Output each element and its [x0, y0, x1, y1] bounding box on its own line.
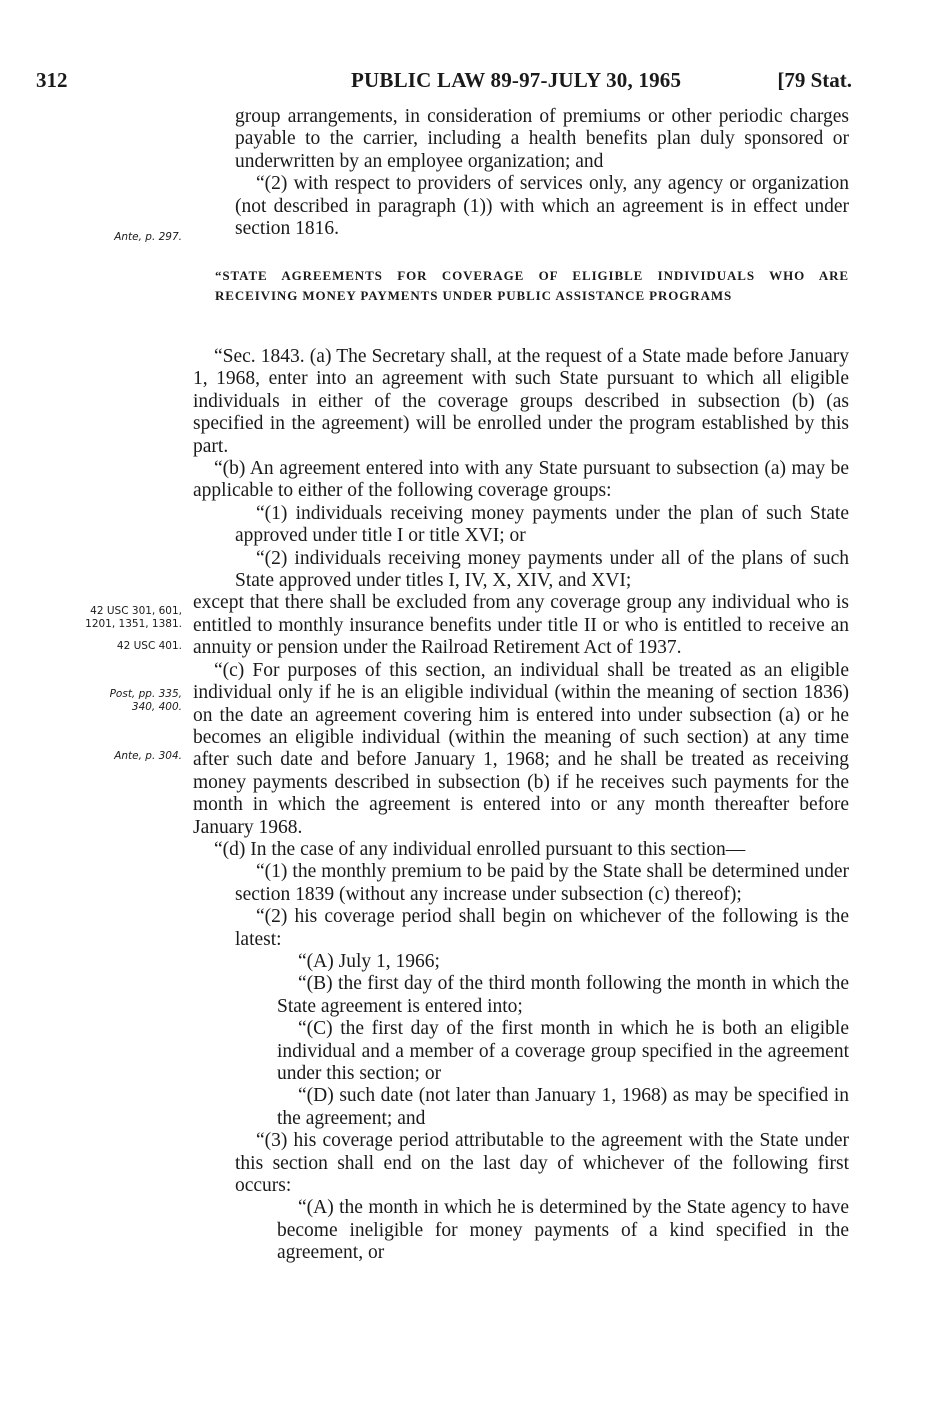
subsection-d-3: “(3) his coverage period attributable to the agreement with the State under this section shall end on the last day of whichever of the following first occurs:	[235, 1130, 849, 1197]
subsection-c: “(c) For purposes of this section, an individual shall be treated as an eligible individual only if he is an eligible individual (within the meaning of section 1836) on the date an agreement covering him is entered into under subsection (a) or he becomes an eligible individual (within the meaning of such section) at any time after such date and before January 1, 1968; and he shall be treated as receiving money payments described in subsection (b) if he receives such payments for the month in which the agreement is entered into or any month thereafter before January 1968.	[193, 659, 849, 838]
subsection-d-2: “(2) his coverage period shall begin on whichever of the following is the latest:	[235, 906, 849, 950]
margin-note-ante-297: Ante, p. 297.	[114, 231, 182, 243]
page-number: 312	[36, 68, 68, 92]
paragraph-2: “(2) with respect to providers of services only, any agency or organization (not described in paragraph (1)) with which an agreement is in effect under section 1816.	[235, 173, 849, 240]
continuation-block	[193, 106, 849, 240]
subsection-d-3-A: “(A) the month in which he is determined by the State agency to have become ineligible for money payments of a kind specified in the agreement, or	[277, 1197, 849, 1264]
page-title: PUBLIC LAW 89-97-JULY 30, 1965	[351, 68, 682, 92]
subsection-d-2-B: “(B) the first day of the third month following the month in which the State agreement is entered into;	[277, 973, 849, 1017]
subsection-b-exception: except that there shall be excluded from any coverage group any individual who is entitled to monthly insurance benefits under title II or who is entitled to receive an annuity or pension under the Railroad Retirement Act of 1937.	[193, 592, 849, 659]
subsection-b-2: “(2) individuals receiving money payments under all of the plans of such State approved under titles I, IV, X, XIV, and XVI;	[235, 547, 849, 592]
subsection-d-2-C: “(C) the first day of the first month in which he is both an eligible individual and a member of a coverage group specified in the agreement under this section; or	[277, 1018, 849, 1084]
subsection-d-1: “(1) the monthly premium to be paid by the State shall be determined under section 1839 (without any increase under subsection (c) thereof);	[235, 861, 849, 905]
subsection-a: “Sec. 1843. (a) The Secretary shall, at the request of a State made before January 1, 1968, enter into an agreement with such State pursuant to which all eligible individuals in either of the coverage groups described in subsection (b) (as specified in the agreement) will be enrolled under the program established by this part.	[193, 346, 849, 457]
subsection-b-1: “(1) individuals receiving money payments under the plan of such State approved under title I or title XVI; or	[235, 502, 849, 547]
subsection-d-2-A: “(A) July 1, 1966;	[298, 950, 440, 972]
subsection-d-2-D: “(D) such date (not later than January 1, 1968) as may be specified in the agreement; and	[277, 1085, 849, 1129]
subsection-b: “(b) An agreement entered into with any State pursuant to subsection (a) may be applicable to either of the following coverage groups:	[193, 458, 849, 502]
margin-note-usc-401: 42 USC 401.	[116, 640, 182, 652]
margin-note-ante-304: Ante, p. 304.	[114, 750, 182, 762]
subsection-d: “(d) In the case of any individual enrolled pursuant to this section—	[214, 838, 746, 860]
statute-reference: [79 Stat.	[777, 68, 852, 92]
margin-note-post-335: Post, pp. 335, 340, 400.	[109, 688, 182, 713]
page-header	[36, 68, 852, 98]
section-1843-body	[193, 346, 849, 1265]
paragraph-1-continued: group arrangements, in consideration of premiums or other periodic charges payable to the carrier, including a health benefits plan duly sponsored or underwritten by an employee organization; and	[235, 106, 849, 172]
section-heading: “STATE AGREEMENTS FOR COVERAGE OF ELIGIBLE INDIVIDUALS WHO ARE RECEIVING MONEY PAYMENTS UNDER PUBLIC ASSISTANCE PROGRAMS	[215, 268, 849, 303]
margin-note-usc-301: 42 USC 301, 601, 1201, 1351, 1381.	[85, 605, 182, 630]
